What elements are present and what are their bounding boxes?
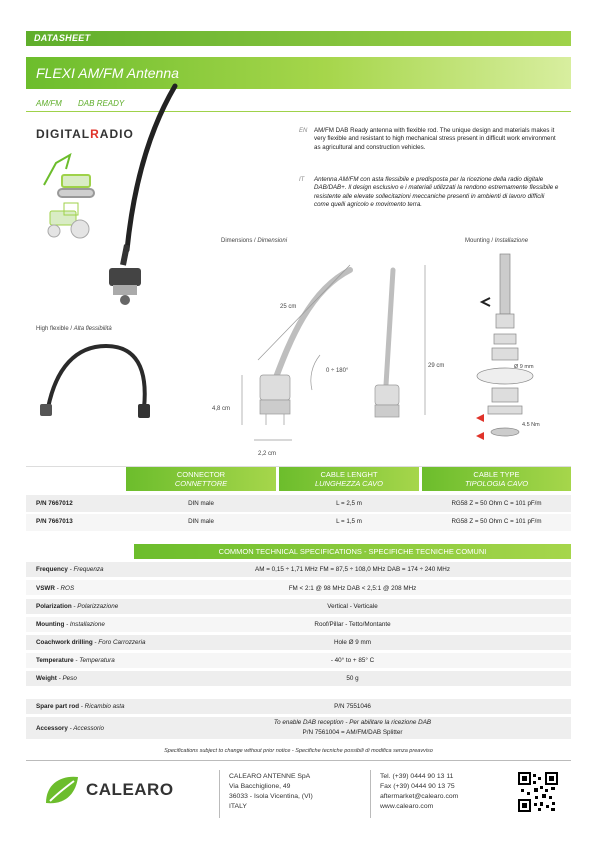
spec-label-polarization: Polarization - Polarizzazione [36, 603, 119, 610]
dim-48: 4,8 cm [212, 406, 231, 412]
tag-dab: DAB READY [78, 99, 125, 108]
row-connector: DIN male [188, 518, 214, 525]
rotate-arrow-icon [482, 298, 490, 306]
footnote: Specifications subject to change without prior notice - Specifiche tecniche possibili di modifica senza preavviso [164, 748, 433, 754]
intro-it: Antenna AM/FM con asta flessibile e predisposta per la ricezione della radio digitale DAB/DAB+. Il design esclusivo e i materiali utilizzati la rendono estremamente flessibile e resistente alle elevate sollecitazioni meccaniche presenti in ambienti di lavoro difficili come quelli agricolo e movimento terra. [314, 176, 559, 208]
lang-en: EN [299, 128, 308, 134]
row-length: L = 2,5 m [336, 500, 362, 507]
fax: Fax (+39) 0444 90 13 75 [380, 783, 455, 790]
contact-block [380, 772, 458, 812]
spec-value-accessory-1: To enable DAB reception - Per abilitare la ricezione DAB [273, 719, 432, 726]
col-length: CABLE LENGHT LUNGHEZZA CAVO [279, 467, 419, 491]
tel: Tel. (+39) 0444 90 13 11 [380, 773, 454, 780]
excavator-icon [44, 155, 94, 197]
spec-header: COMMON TECHNICAL SPECIFICATIONS - SPECIFICHE TECNICHE COMUNI [134, 544, 571, 559]
red-arrow-icon [476, 414, 484, 422]
spec-label-weight: Weight - Peso [36, 675, 77, 682]
intro-en: AM/FM DAB Ready antenna with flexible rod. The unique design and materials makes it very flexible and resistant to high mechanical stress present in difficult work environment as agricultural and construction vehicles. [314, 127, 556, 151]
row-type: RG58 Z = 50 Ohm C = 101 pF/m [451, 500, 542, 507]
dimensions-caption: Dimensions / Dimensioni [221, 238, 288, 244]
spec-label-spare: Spare part rod - Ricambio asta [36, 703, 125, 710]
calearo-leaf-icon [42, 773, 82, 809]
row-length: L = 1,5 m [336, 518, 362, 525]
page-title: FLEXI AM/FM Antenna [36, 65, 179, 81]
section-label: DATASHEET [34, 33, 91, 43]
row-pn: P/N 7667013 [36, 518, 73, 525]
red-arrow-icon-2 [476, 432, 484, 440]
datasheet-band [26, 31, 571, 46]
spec-value-weight: 50 g [346, 675, 359, 682]
mounting-drawing [470, 248, 570, 448]
mounting-caption: Mounting / Installazione [465, 238, 529, 244]
address-block: CALEARO ANTENNE SpA Via Bacchiglione, 49 36033 - Isola Vicentina, (VI) ITALY [229, 773, 313, 810]
spec-value-vswr: FM < 2:1 @ 98 MHz DAB < 2,5:1 @ 208 MHz [288, 585, 417, 592]
spec-label-mounting: Mounting - Installazione [36, 621, 105, 628]
spec-label-frequency: Frequency - Frequenza [36, 566, 104, 573]
col-connector: CONNECTOR CONNETTORE [126, 467, 276, 491]
dim-25: 25 cm [280, 304, 297, 310]
web-link[interactable]: www.calearo.com [380, 803, 434, 810]
spec-label-accessory: Accessory - Accessorio [36, 725, 105, 732]
row-connector: DIN male [188, 500, 214, 507]
spec-value-drilling: Hole Ø 9 mm [333, 639, 372, 646]
torque-dim: 4.5 Nm [522, 422, 540, 428]
tag-am-fm: AM/FM [36, 99, 62, 108]
hole-dim: Ø 9 mm [514, 364, 534, 370]
col-type: CABLE TYPE TIPOLOGIA CAVO [422, 467, 571, 491]
spec-label-temperature: Temperature - Temperatura [36, 657, 115, 664]
digital-radio-logo: DIGITALRADIO [36, 127, 134, 141]
spec-value-spare: P/N 7551046 [334, 703, 371, 710]
footer-rule [26, 760, 571, 761]
spec-label-vswr: VSWR - ROS [36, 585, 75, 592]
dim-29: 29 cm [428, 363, 445, 369]
flexible-caption: High flexible / Alta flessibilità [36, 326, 112, 332]
dimension-drawing [210, 250, 460, 465]
spec-value-polarization: Vertical - Verticale [327, 603, 378, 610]
email-link[interactable]: aftermarket@calearo.com [380, 793, 459, 800]
spec-value-temperature: - 40° to + 85° C [330, 657, 375, 664]
spec-label-drilling: Coachwork drilling - Foro Carrozzeria [36, 639, 146, 646]
antenna-photo [95, 80, 185, 310]
brand-logo: CALEARO [86, 780, 174, 799]
dim-angle: 0 ÷ 180° [326, 368, 349, 374]
flexible-antenna-photo [36, 338, 176, 428]
row-type: RG58 Z = 50 Ohm C = 101 pF/m [451, 518, 542, 525]
dim-22: 2,2 cm [258, 451, 277, 457]
tractor-icon [48, 203, 89, 238]
lang-it: IT [299, 177, 305, 183]
row-pn: P/N 7667012 [36, 500, 73, 507]
spec-value-frequency: AM = 0,15 ÷ 1,71 MHz FM = 87,5 ÷ 108,0 MHz DAB = 174 ÷ 240 MHz [255, 566, 450, 573]
qr-code-icon[interactable] [518, 772, 558, 812]
spec-value-mounting: Roof/Pillar - Tetto/Montante [314, 621, 391, 628]
spec-value-accessory-2: P/N 7561004 = AM/FM/DAB Splitter [302, 729, 403, 736]
